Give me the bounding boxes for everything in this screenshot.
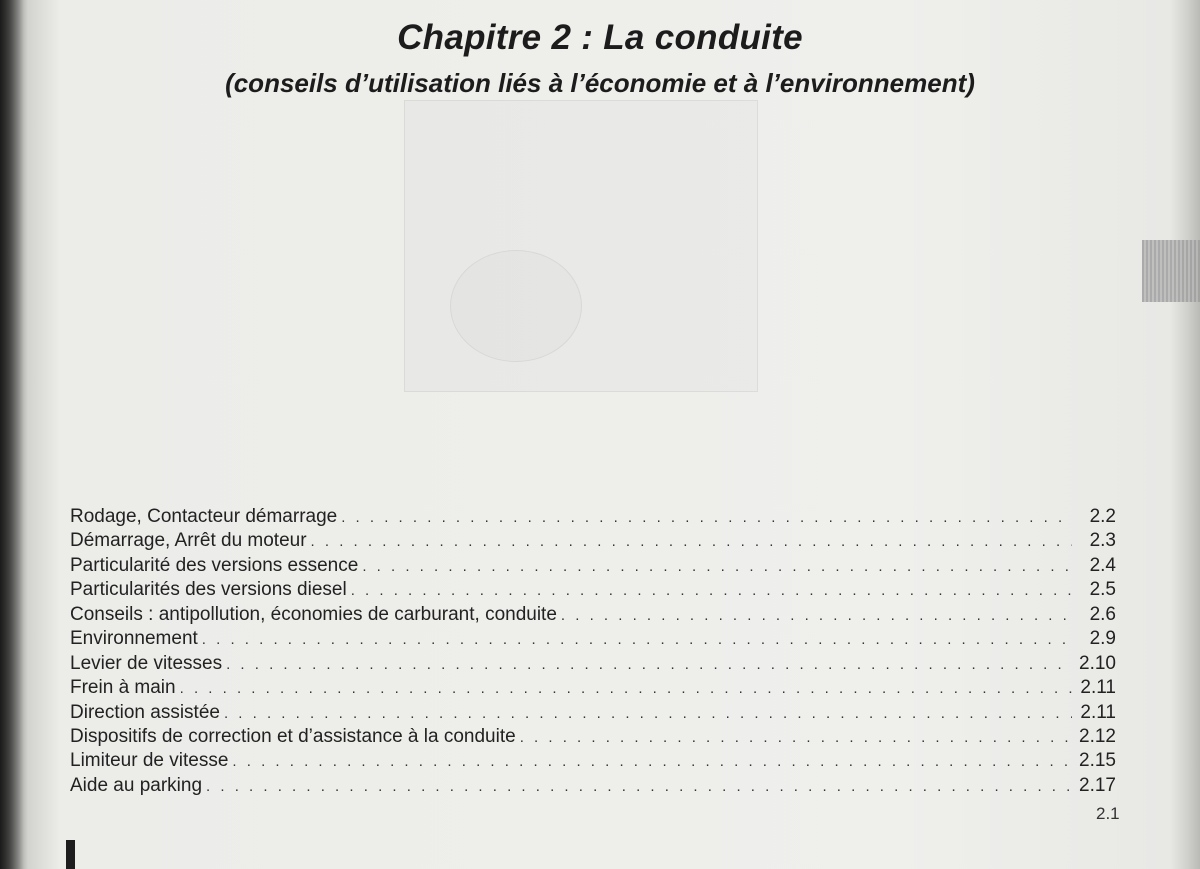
- toc-entry-page: 2.10: [1079, 652, 1116, 674]
- toc-leader-dots: [341, 509, 1072, 526]
- toc-leader-dots: [520, 729, 1071, 746]
- toc-entry-page: 2.12: [1079, 725, 1116, 747]
- spine-shadow: [0, 0, 28, 869]
- toc-entry-label: Direction assistée: [70, 701, 220, 723]
- toc-entry-label: Rodage, Contacteur démarrage: [70, 506, 338, 527]
- page-edge-mark: [66, 840, 75, 869]
- toc-leader-dots: [226, 656, 1071, 673]
- toc-entry-label: Levier de vitesses: [70, 652, 223, 674]
- toc-entry[interactable]: [70, 726, 1116, 750]
- toc-entry[interactable]: [70, 506, 1116, 530]
- toc-entry-label: Aide au parking: [70, 774, 203, 796]
- toc-entry[interactable]: [70, 750, 1116, 774]
- show-through-image: [404, 100, 758, 392]
- toc-entry-label: Dispositifs de correction et d’assistance à la conduite: [70, 725, 516, 747]
- toc-entry[interactable]: [70, 604, 1116, 628]
- show-through-dial: [450, 250, 582, 362]
- toc-leader-dots: [180, 680, 1072, 697]
- toc-entry-label: Démarrage, Arrêt du moteur: [70, 530, 307, 552]
- table-of-contents: [70, 506, 1116, 799]
- toc-entry[interactable]: [70, 555, 1116, 579]
- page-number: 2.1: [1096, 804, 1120, 823]
- toc-entry-page: 2.11: [1080, 677, 1116, 699]
- toc-entry-label: Environnement: [70, 628, 198, 650]
- toc-entry-label: Particularité des versions essence: [70, 554, 359, 576]
- toc-entry-label: Particularités des versions diesel: [70, 579, 347, 601]
- toc-leader-dots: [311, 533, 1072, 550]
- toc-entry[interactable]: [70, 702, 1116, 726]
- toc-entry-page: 2.9: [1089, 628, 1116, 650]
- chapter-title: Chapitre 2 : La conduite: [397, 18, 803, 57]
- toc-leader-dots: [362, 558, 1072, 575]
- toc-entry[interactable]: [70, 775, 1116, 799]
- toc-entry[interactable]: [70, 628, 1116, 652]
- toc-entry[interactable]: [70, 579, 1116, 603]
- toc-entry-page: 2.11: [1080, 701, 1116, 723]
- toc-leader-dots: [561, 607, 1072, 624]
- toc-leader-dots: [202, 631, 1072, 648]
- toc-entry-page: 2.5: [1089, 579, 1116, 601]
- toc-entry-page: 2.4: [1089, 554, 1116, 576]
- toc-entry-label: Conseils : antipollution, économies de carburant, conduite: [70, 603, 557, 625]
- toc-entry-page: 2.17: [1079, 774, 1116, 796]
- toc-entry[interactable]: [70, 530, 1116, 554]
- toc-leader-dots: [232, 753, 1071, 770]
- toc-entry-page: 2.2: [1089, 506, 1116, 527]
- section-tab-marker: [1142, 240, 1200, 302]
- toc-entry[interactable]: [70, 653, 1116, 677]
- toc-leader-dots: [206, 778, 1071, 795]
- toc-entry-page: 2.6: [1089, 603, 1116, 625]
- toc-entry[interactable]: [70, 677, 1116, 701]
- toc-entry-page: 2.3: [1089, 530, 1116, 552]
- toc-leader-dots: [351, 582, 1072, 599]
- toc-entry-page: 2.15: [1079, 750, 1116, 772]
- chapter-subtitle: (conseils d’utilisation liés à l’économie et à l’environnement): [225, 68, 975, 98]
- toc-entry-label: Frein à main: [70, 677, 176, 699]
- toc-entry-label: Limiteur de vitesse: [70, 750, 229, 772]
- toc-leader-dots: [224, 705, 1072, 722]
